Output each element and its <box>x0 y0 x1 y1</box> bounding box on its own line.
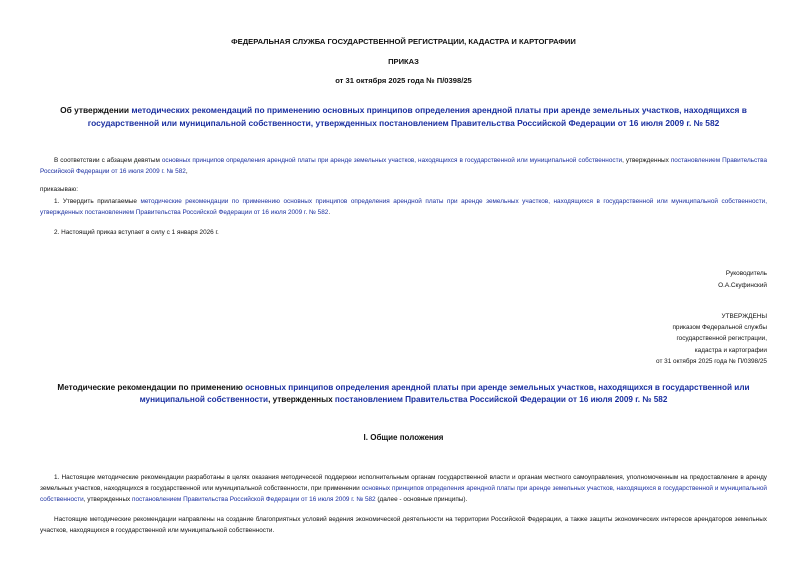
section-paragraph-2: Настоящие методические рекомендации направлены на создание благоприятных условий ведения экономической деятельности на территории Российской Федерации, а также защиты экономических интересов арендаторов земельных участков, находящихся в государственной или муниципальной собственности. <box>40 516 767 534</box>
annex-title-mid: , утвержденных <box>268 395 335 405</box>
title-link-recommendations[interactable]: методических рекомендаций по применению основных принципов определения арендной платы при аренде земельных участков, находящихся в государственной или муниципальной собственности, утвержденных постановлением <box>87 105 747 128</box>
orders-line: приказываю: <box>40 186 78 193</box>
signature-name: О.А.Скуфинский <box>718 282 767 289</box>
section-p1-mid: , утвержденных <box>83 495 133 503</box>
item1-prefix: 1. Утвердить прилагаемые <box>54 198 141 205</box>
item1-link-recommendations[interactable]: методические рекомендации по применению основных принципов определения арендной платы при аренде земельных участков, находящихся в государственной или муниципальной собственности, утвержденных постановлением Правительства Российской Федерации от 16 июля 2009 г. № 582 <box>40 198 767 216</box>
section-heading: I. Общие положения <box>363 433 444 442</box>
order-item-2: 2. Настоящий приказ вступает в силу с 1 января 2026 г. <box>54 229 219 236</box>
section-p1-link-principles[interactable]: основных принципов определения арендной платы при аренде земельных участков, находящихся в государственной и муниципальной собственности <box>40 484 768 503</box>
annex-title-link-principles[interactable]: основных принципов определения арендной платы при аренде земельных участков, находящихся в государственной или муниципальной собственности <box>139 383 750 405</box>
preamble-text-end: , <box>185 167 188 175</box>
section-paragraph-1 <box>40 473 767 505</box>
approval-line-5: от 31 октября 2025 года № П/0398/25 <box>656 357 767 365</box>
preamble-link-principles[interactable]: основных принципов определения арендной платы при аренде земельных участков, находящихся в государственной или муниципальной собственности <box>161 157 623 164</box>
signature-role: Руководитель <box>725 270 767 277</box>
document-title <box>40 104 767 129</box>
preamble-link-resolution[interactable]: постановлением Правительства Российской Федерации от 16 июля 2009 г. № 582 <box>40 157 768 175</box>
approval-block <box>656 311 767 367</box>
preamble-text: В соответствии с абзацем девятым <box>54 157 162 164</box>
item1-end: . <box>328 208 331 216</box>
section-p1-link-resolution[interactable]: постановлением Правительства Российской Федерации от 16 июля 2009 г. № 582 <box>132 495 376 503</box>
agency-heading: ФЕДЕРАЛЬНАЯ СЛУЖБА ГОСУДАРСТВЕННОЙ РЕГИСТРАЦИИ, КАДАСТРА И КАРТОГРАФИИ <box>231 37 576 46</box>
doc-type-heading: ПРИКАЗ <box>388 57 419 66</box>
section-p1-prefix: 1. Настоящие методические рекомендации разработаны в целях оказания методической поддержки исполнительным органам государственной власти и органам местного самоуправления, уполномоченным на предоставление в аренду земельных участков, находящихся в государственной или муниципальной собственности, при применении <box>40 474 767 492</box>
approval-line-1: УТВЕРЖДЕНЫ <box>721 313 767 320</box>
section-p1-end: (далее - основные принципы). <box>375 495 468 503</box>
annex-title-prefix: Методические рекомендации по применению <box>57 383 246 392</box>
annex-title-link-resolution[interactable]: постановлением Правительства Российской Федерации от 16 июля 2009 г. № 582 <box>334 395 668 405</box>
preamble-text-mid: , утвержденных <box>622 157 671 164</box>
approval-line-3: государственной регистрации, <box>676 335 767 343</box>
order-item-1 <box>40 197 767 219</box>
title-link-resolution[interactable]: Правительства Российской Федерации от 16 июля 2009 г. № 582 <box>451 117 720 128</box>
approval-line-4: кадастра и картографии <box>694 346 767 354</box>
annex-title <box>40 382 767 407</box>
approval-line-2: приказом Федеральной службы <box>672 324 767 332</box>
doc-date-number: от 31 октября 2025 года № П/0398/25 <box>335 76 472 85</box>
title-prefix: Об утверждении <box>60 105 132 115</box>
preamble-paragraph <box>40 156 767 178</box>
